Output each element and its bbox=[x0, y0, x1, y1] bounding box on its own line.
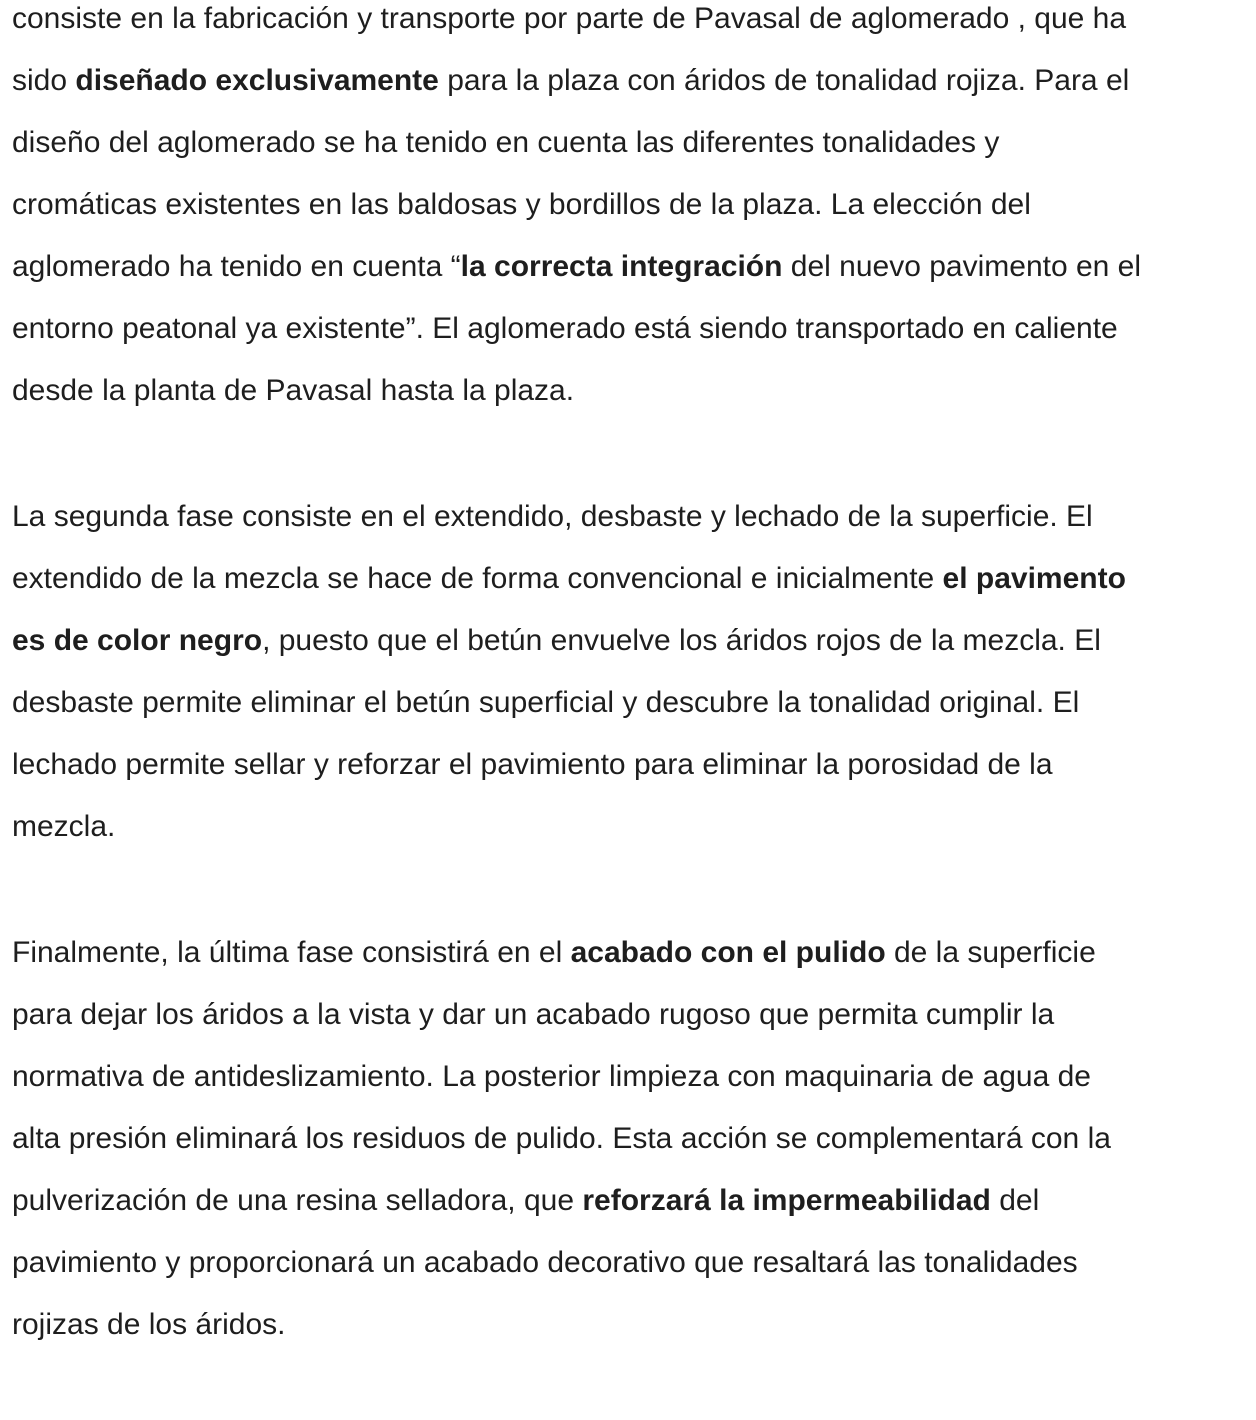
text-line: pavimiento y proporcionará un acabado decorativo que resaltará las tonalidades bbox=[12, 1246, 1078, 1279]
text-line: Finalmente, la última fase consistirá en el acabado con el pulido de la superficie bbox=[12, 936, 1096, 969]
emphasis-black-pavement-1: el pavimento bbox=[942, 562, 1126, 595]
text-line: aglomerado ha tenido en cuenta “la correcta integración del nuevo pavimento en el bbox=[12, 250, 1142, 283]
paragraph-second-phase bbox=[12, 486, 1256, 858]
text-line: alta presión eliminará los residuos de pulido. Esta acción se complementará con la bbox=[12, 1122, 1111, 1155]
text-line: es de color negro, puesto que el betún envuelve los áridos rojos de la mezcla. El bbox=[12, 624, 1101, 657]
text-line: consiste en la fabricación y transporte por parte de Pavasal de aglomerado , que ha bbox=[12, 2, 1127, 35]
emphasis-polished-finish: acabado con el pulido bbox=[570, 936, 886, 969]
text-line: normativa de antideslizamiento. La posterior limpieza con maquinaria de agua de bbox=[12, 1060, 1091, 1093]
text-line: desbaste permite eliminar el betún superficial y descubre la tonalidad original. El bbox=[12, 686, 1080, 719]
paragraph-fabrication bbox=[12, 0, 1256, 422]
text-line: desde la planta de Pavasal hasta la plaza. bbox=[12, 374, 575, 407]
text-line: lechado permite sellar y reforzar el pavimiento para eliminar la porosidad de la bbox=[12, 748, 1053, 781]
text-line: La segunda fase consiste en el extendido, desbaste y lechado de la superficie. El bbox=[12, 500, 1093, 533]
text-line: cromáticas existentes en las baldosas y bordillos de la plaza. La elección del bbox=[12, 188, 1031, 221]
emphasis-impermeability: reforzará la impermeabilidad bbox=[582, 1184, 991, 1217]
text-line: mezcla. bbox=[12, 810, 116, 843]
emphasis-correct-integration: la correcta integración bbox=[460, 250, 783, 283]
text-line: rojizas de los áridos. bbox=[12, 1308, 286, 1341]
text-line: entorno peatonal ya existente”. El aglomerado está siendo transportado en caliente bbox=[12, 312, 1118, 345]
emphasis-designed-exclusively: diseñado exclusivamente bbox=[75, 64, 439, 97]
text-line: para dejar los áridos a la vista y dar un acabado rugoso que permita cumplir la bbox=[12, 998, 1055, 1031]
emphasis-black-pavement-2: es de color negro bbox=[12, 624, 263, 657]
article-body bbox=[12, 0, 1256, 1420]
text-line: diseño del aglomerado se ha tenido en cuenta las diferentes tonalidades y bbox=[12, 126, 1000, 159]
text-line: pulverización de una resina selladora, que reforzará la impermeabilidad del bbox=[12, 1184, 1040, 1217]
text-line: extendido de la mezcla se hace de forma convencional e inicialmente el pavimento bbox=[12, 562, 1126, 595]
text-line: sido diseñado exclusivamente para la plaza con áridos de tonalidad rojiza. Para el bbox=[12, 64, 1130, 97]
paragraph-final-phase bbox=[12, 922, 1256, 1356]
